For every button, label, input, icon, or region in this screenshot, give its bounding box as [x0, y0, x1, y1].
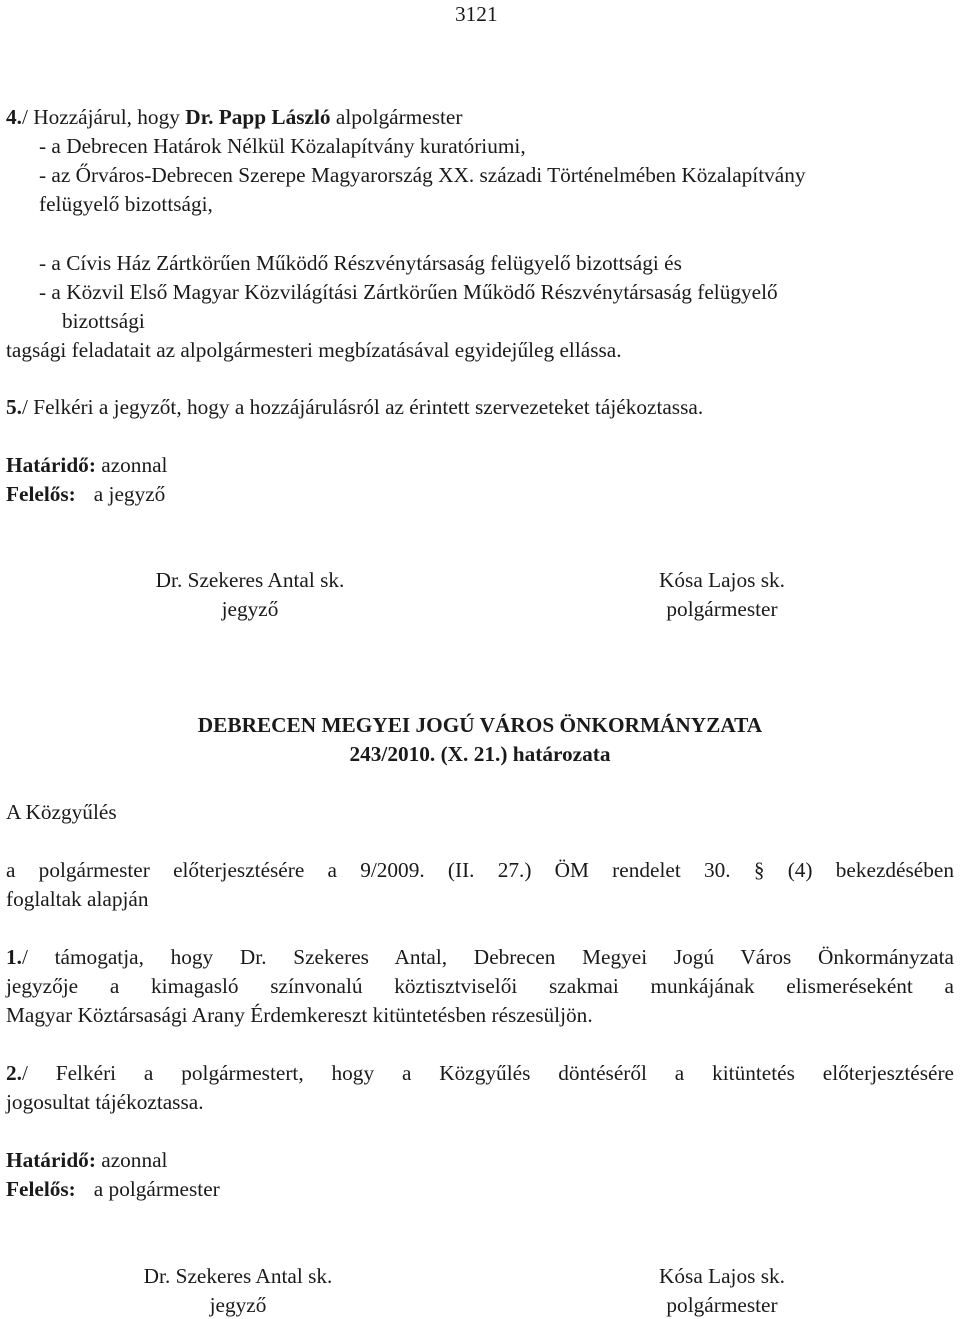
responsible-label: Felelős: — [6, 482, 76, 506]
closing-line: tagsági feladatait az alpolgármesteri megbízatásával egyidejűleg ellássa. — [6, 338, 622, 362]
basis-line: foglaltak alapján — [6, 887, 149, 911]
item-4-number: 4. — [6, 105, 22, 129]
responsible-value: a polgármester — [93, 1177, 220, 1201]
item-5-number: 5. — [6, 395, 22, 419]
item-2 — [6, 1063, 954, 1084]
deadline-label: Határidő: — [6, 1148, 96, 1172]
item-1-text: / támogatja, hogy Dr. Szekeres Antal, Debrecen Megyei Jogú Város Önkormányzata — [21, 945, 954, 969]
responsible-value: a jegyző — [93, 482, 166, 506]
responsible — [6, 1179, 220, 1200]
deadline — [6, 455, 167, 476]
item-1 — [6, 947, 954, 968]
resolution-number: 243/2010. (X. 21.) határozata — [349, 742, 611, 766]
item-4 — [6, 107, 462, 128]
signature-left-title: jegyző — [221, 597, 279, 621]
item-1-number: 1. — [6, 945, 22, 969]
item-1-line: Magyar Köztársasági Arany Érdemkereszt kitüntetésben részesüljön. — [6, 1003, 593, 1027]
signature-left-title: jegyző — [209, 1293, 267, 1317]
assembly-label: A Közgyűlés — [6, 800, 117, 824]
item-4-text: / Hozzájárul, hogy — [21, 105, 186, 129]
page-number: 3121 — [455, 2, 498, 26]
person-name: Dr. Papp László — [185, 105, 331, 129]
bullet-line: - a Debrecen Határok Nélkül Közalapítvány kuratóriumi, — [39, 134, 526, 158]
item-1-line: jegyzője a kimagasló színvonalú köztisztviselői szakmai munkájának elismeréseként a — [6, 974, 954, 998]
bullet-line: - a Közvil Első Magyar Közvilágítási Zártkörűen Működő Részvénytársaság felügyelő — [39, 280, 778, 304]
signature-right-name: Kósa Lajos sk. — [659, 568, 785, 592]
item-5-text: / Felkéri a jegyzőt, hogy a hozzájárulásról az érintett szervezeteket tájékoztassa. — [21, 395, 704, 419]
item-5 — [6, 397, 703, 418]
deadline-label: Határidő: — [6, 453, 96, 477]
signature-right-title: polgármester — [666, 597, 778, 621]
bullet-line: - a Cívis Ház Zártkörűen Működő Részvénytársaság felügyelő bizottsági és — [39, 251, 682, 275]
signature-right-name: Kósa Lajos sk. — [659, 1264, 785, 1288]
responsible — [6, 484, 165, 505]
signature-left-name: Dr. Szekeres Antal sk. — [155, 568, 345, 592]
bullet-line: bizottsági — [62, 309, 145, 333]
deadline-value: azonnal — [95, 453, 168, 477]
bullet-line: - az Őrváros-Debrecen Szerepe Magyarország XX. századi Történelmében Közalapítvány — [39, 163, 806, 187]
municipality-heading: DEBRECEN MEGYEI JOGÚ VÁROS ÖNKORMÁNYZATA — [197, 713, 763, 737]
bullet-line: felügyelő bizottsági, — [39, 192, 213, 216]
item-2-text: / Felkéri a polgármestert, hogy a Közgyűlés döntéséről a kitüntetés előterjesztésére — [21, 1061, 954, 1085]
deadline-value: azonnal — [95, 1148, 168, 1172]
item-4-role: alpolgármester — [330, 105, 463, 129]
item-2-line: jogosultat tájékoztassa. — [6, 1090, 204, 1114]
responsible-label: Felelős: — [6, 1177, 76, 1201]
signature-left-name: Dr. Szekeres Antal sk. — [143, 1264, 333, 1288]
signature-right-title: polgármester — [666, 1293, 778, 1317]
item-2-number: 2. — [6, 1061, 22, 1085]
basis-line: a polgármester előterjesztésére a 9/2009. (II. 27.) ÖM rendelet 30. § (4) bekezdésében — [6, 858, 954, 882]
deadline — [6, 1150, 167, 1171]
